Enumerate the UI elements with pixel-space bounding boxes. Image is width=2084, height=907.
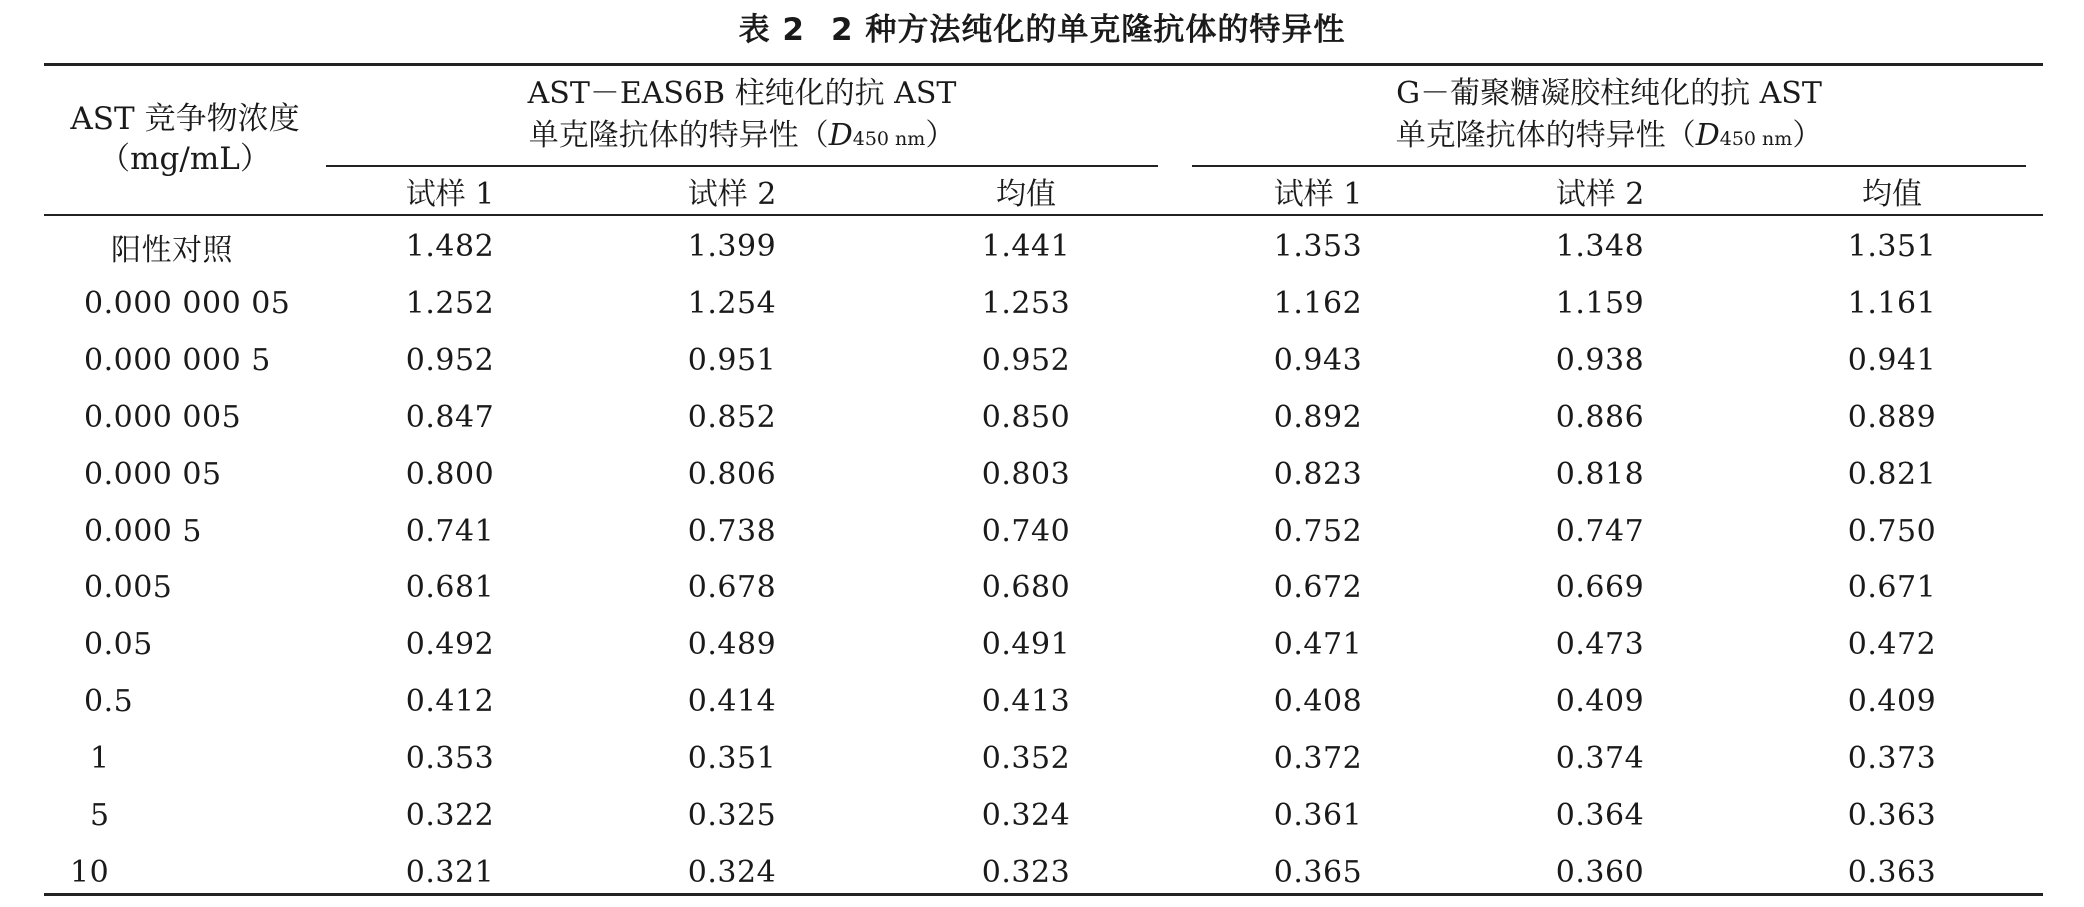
value-cell: 0.952 xyxy=(981,342,1071,378)
value-cell: 0.409 xyxy=(1847,684,1937,720)
group2-header-suffix: ） xyxy=(1792,117,1823,153)
value-cell: 1.348 xyxy=(1555,229,1645,264)
value-cell: 0.321 xyxy=(405,854,495,890)
value-cell: 1.159 xyxy=(1555,285,1645,321)
value-cell: 0.747 xyxy=(1555,513,1645,549)
value-cell: 0.324 xyxy=(981,798,1071,833)
group1-header-line1: AST－EAS6B 柱纯化的抗 AST xyxy=(527,75,957,111)
table-row xyxy=(44,503,2043,560)
value-cell: 0.365 xyxy=(1273,854,1363,890)
value-cell: 0.360 xyxy=(1555,854,1645,890)
value-cell: 0.892 xyxy=(1273,399,1363,435)
table-row xyxy=(44,844,2043,901)
group2-header-line1: G－葡聚糖凝胶柱纯化的抗 AST xyxy=(1396,75,1822,111)
value-cell: 0.941 xyxy=(1847,342,1937,378)
group2-header xyxy=(1192,70,2026,162)
table-row xyxy=(44,616,2043,673)
group1-header-line2 xyxy=(529,115,956,160)
value-cell: 0.471 xyxy=(1273,627,1363,663)
table-row xyxy=(44,332,2043,389)
value-cell: 1.482 xyxy=(405,229,495,264)
value-cell: 0.806 xyxy=(687,456,777,492)
value-cell: 1.254 xyxy=(687,285,777,321)
concentration-cell: 0.000 000 5 xyxy=(84,342,271,378)
value-cell: 0.847 xyxy=(405,399,495,435)
value-cell: 0.678 xyxy=(687,570,777,606)
value-cell: 0.325 xyxy=(687,798,777,833)
value-cell: 0.412 xyxy=(405,684,495,720)
group1-header-suffix: ） xyxy=(925,117,956,153)
subheader-g1-sample2: 试样 2 xyxy=(687,177,777,212)
value-cell: 0.741 xyxy=(405,513,495,549)
group2-header-line2 xyxy=(1396,115,1823,160)
subheader-g1-sample1: 试样 1 xyxy=(405,177,495,212)
concentration-header xyxy=(44,63,326,214)
value-cell: 0.361 xyxy=(1273,798,1363,833)
value-cell: 1.253 xyxy=(981,285,1071,321)
value-cell: 0.681 xyxy=(405,570,495,606)
value-cell: 0.800 xyxy=(405,456,495,492)
table-row xyxy=(44,730,2043,787)
table-title: 2 种方法纯化的单克隆抗体的特异性 xyxy=(831,12,1346,48)
group2-rule xyxy=(1192,165,2026,167)
concentration-cell: 0.000 05 xyxy=(84,456,222,492)
value-cell: 0.372 xyxy=(1273,741,1363,777)
value-cell: 0.491 xyxy=(981,627,1071,663)
concentration-cell: 0.5 xyxy=(84,684,134,720)
value-cell: 0.818 xyxy=(1555,456,1645,492)
concentration-cell: 阳性对照 xyxy=(111,232,233,268)
d-symbol: D xyxy=(828,117,853,153)
table-row xyxy=(44,787,2043,844)
value-cell: 1.161 xyxy=(1847,285,1937,321)
concentration-cell: 5 xyxy=(90,798,110,833)
value-cell: 0.821 xyxy=(1847,456,1937,492)
d-subscript: 450 nm xyxy=(852,127,926,150)
value-cell: 0.324 xyxy=(687,854,777,890)
value-cell: 0.680 xyxy=(981,570,1071,606)
value-cell: 0.823 xyxy=(1273,456,1363,492)
value-cell: 0.803 xyxy=(981,456,1071,492)
concentration-cell: 0.005 xyxy=(84,570,173,606)
table-caption xyxy=(0,8,2084,52)
value-cell: 0.752 xyxy=(1273,513,1363,549)
value-cell: 1.162 xyxy=(1273,285,1363,321)
d-subscript: 450 nm xyxy=(1719,127,1793,150)
table-row xyxy=(44,218,2043,275)
value-cell: 0.409 xyxy=(1555,684,1645,720)
value-cell: 0.363 xyxy=(1847,798,1937,833)
value-cell: 0.943 xyxy=(1273,342,1363,378)
table-row xyxy=(44,275,2043,332)
subheader-g1-mean: 均值 xyxy=(996,177,1056,212)
value-cell: 0.352 xyxy=(981,741,1071,777)
value-cell: 1.441 xyxy=(981,229,1071,264)
value-cell: 0.671 xyxy=(1847,570,1937,606)
value-cell: 0.473 xyxy=(1555,627,1645,663)
value-cell: 0.938 xyxy=(1555,342,1645,378)
value-cell: 0.951 xyxy=(687,342,777,378)
value-cell: 0.322 xyxy=(405,798,495,833)
value-cell: 0.850 xyxy=(981,399,1071,435)
group1-rule xyxy=(326,165,1158,167)
value-cell: 0.489 xyxy=(687,627,777,663)
value-cell: 0.363 xyxy=(1847,854,1937,890)
concentration-cell: 1 xyxy=(90,741,110,777)
value-cell: 0.413 xyxy=(981,684,1071,720)
value-cell: 1.252 xyxy=(405,285,495,321)
table-row xyxy=(44,389,2043,446)
header-rule xyxy=(44,214,2043,216)
value-cell: 0.414 xyxy=(687,684,777,720)
concentration-cell: 10 xyxy=(70,854,110,890)
subheader-g2-mean: 均值 xyxy=(1862,177,1922,212)
value-cell: 0.492 xyxy=(405,627,495,663)
value-cell: 0.353 xyxy=(405,741,495,777)
value-cell: 0.373 xyxy=(1847,741,1937,777)
value-cell: 0.740 xyxy=(981,513,1071,549)
value-cell: 0.669 xyxy=(1555,570,1645,606)
concentration-cell: 0.000 005 xyxy=(84,399,242,435)
value-cell: 0.374 xyxy=(1555,741,1645,777)
value-cell: 0.351 xyxy=(687,741,777,777)
concentration-cell: 0.000 000 05 xyxy=(84,285,291,321)
value-cell: 0.886 xyxy=(1555,399,1645,435)
concentration-header-line1: AST 竞争物浓度 xyxy=(70,100,300,137)
value-cell: 1.399 xyxy=(687,229,777,264)
table-label: 表 2 xyxy=(738,12,805,48)
concentration-cell: 0.05 xyxy=(84,627,153,663)
value-cell: 0.952 xyxy=(405,342,495,378)
value-cell: 1.353 xyxy=(1273,229,1363,264)
value-cell: 0.889 xyxy=(1847,399,1937,435)
table-row xyxy=(44,673,2043,730)
subheader-g2-sample1: 试样 1 xyxy=(1273,177,1363,212)
group1-header xyxy=(326,70,1158,162)
value-cell: 0.472 xyxy=(1847,627,1937,663)
table-row xyxy=(44,559,2043,616)
table-row xyxy=(44,446,2043,503)
value-cell: 0.750 xyxy=(1847,513,1937,549)
value-cell: 0.364 xyxy=(1555,798,1645,833)
group1-header-prefix: 单克隆抗体的特异性（ xyxy=(528,117,829,153)
subheader-g2-sample2: 试样 2 xyxy=(1555,177,1645,212)
value-cell: 0.323 xyxy=(981,854,1071,890)
value-cell: 1.351 xyxy=(1847,229,1937,264)
concentration-header-line2: （mg/mL） xyxy=(99,140,271,177)
value-cell: 0.852 xyxy=(687,399,777,435)
value-cell: 0.738 xyxy=(687,513,777,549)
d-symbol: D xyxy=(1695,117,1720,153)
value-cell: 0.672 xyxy=(1273,570,1363,606)
concentration-cell: 0.000 5 xyxy=(84,513,203,549)
group2-header-prefix: 单克隆抗体的特异性（ xyxy=(1395,117,1696,153)
top-rule xyxy=(44,63,2043,66)
value-cell: 0.408 xyxy=(1273,684,1363,720)
